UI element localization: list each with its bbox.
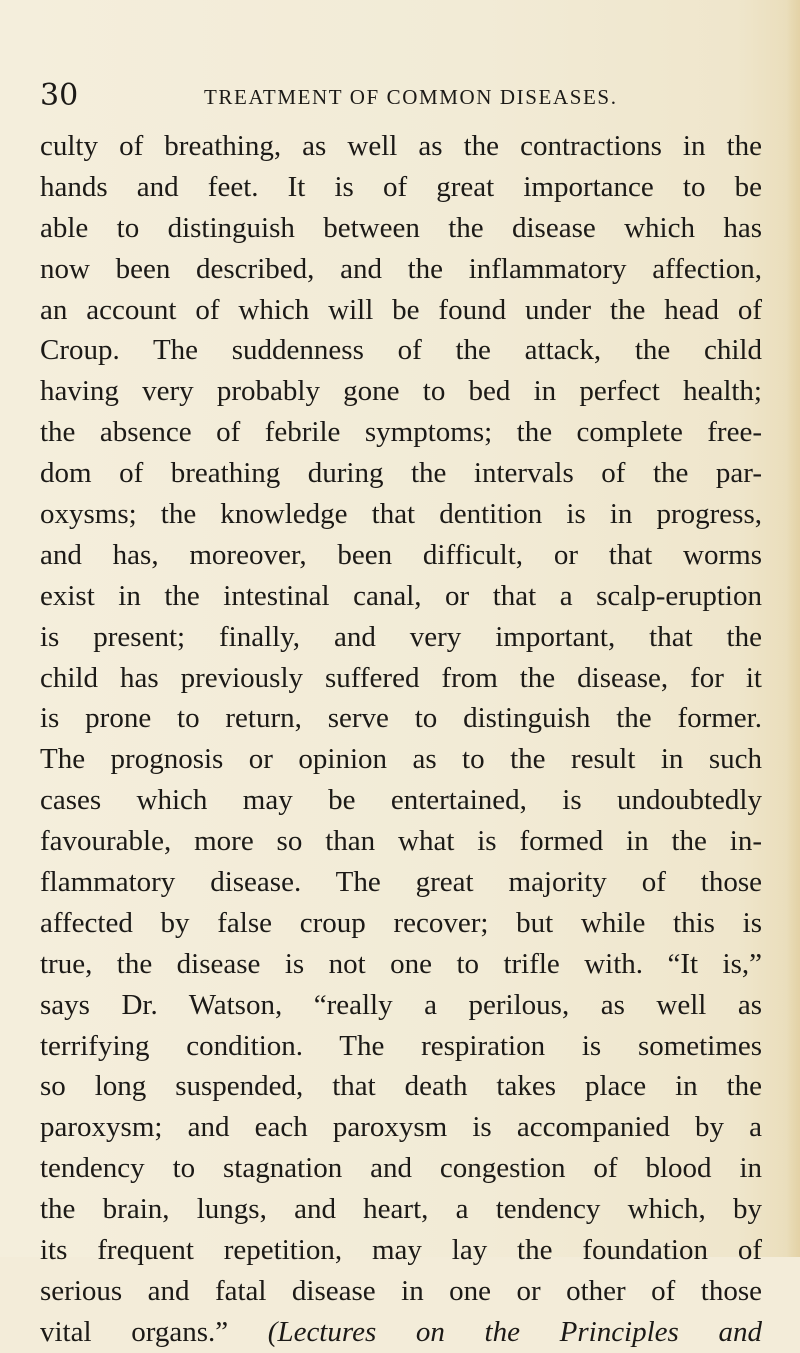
body-text [40,126,762,1353]
text-line: is prone to return, serve to distinguish the former. [40,702,762,735]
text-line: now been described, and the inflammatory affection, [40,252,762,285]
text-line: terrifying condition. The respiration is sometimes [40,1029,762,1062]
text-line: is present; finally, and very important, that the [40,620,762,653]
text-line: says Dr. Watson, “really a perilous, as well as [40,988,762,1021]
text-line: exist in the intestinal canal, or that a scalp-eruption [40,579,762,612]
text-line: an account of which will be found under the head of [40,293,762,326]
text-line: flammatory disease. The great majority of those [40,866,762,899]
text-line: true, the disease is not one to trifle with. “It is,” [40,947,762,980]
text-line: favourable, more so than what is formed in the in- [40,825,762,858]
page-edge-shadow [786,0,800,1257]
text-line: having very probably gone to bed in perfect health; [40,375,762,408]
text-line: hands and feet. It is of great importance to be [40,170,762,203]
text-line: its frequent repetition, may lay the foundation of [40,1234,762,1267]
text-line: paroxysm; and each paroxysm is accompanied by a [40,1111,762,1144]
text-line: The prognosis or opinion as to the result in such [40,743,762,776]
text-line: so long suspended, that death takes place in the [40,1070,762,1103]
text-line: child has previously suffered from the disease, for it [40,661,762,694]
text-line: and has, moreover, been difficult, or that worms [40,538,762,571]
page-number: 30 [40,78,79,113]
text-line-final [40,1312,762,1353]
page-header [40,76,760,116]
text-line: culty of breathing, as well as the contractions in the [40,130,762,162]
running-head: TREATMENT OF COMMON DISEASES. [204,85,618,109]
text-line: oxysms; the knowledge that dentition is in progress, [40,498,762,531]
text-line: serious and fatal disease in one or other of those [40,1274,762,1307]
text-line: tendency to stagnation and congestion of blood in [40,1152,762,1185]
final-line-roman: vital organs.” [40,1315,229,1348]
citation-italic: (Lectures on the Principles and [267,1315,762,1348]
text-line: the absence of febrile symptoms; the complete free- [40,416,762,449]
text-line: able to distinguish between the disease which has [40,211,762,244]
text-line: affected by false croup recover; but while this is [40,906,762,939]
text-line: cases which may be entertained, is undoubtedly [40,784,762,817]
text-line: dom of breathing during the intervals of the par- [40,457,762,490]
text-line: the brain, lungs, and heart, a tendency which, by [40,1193,762,1226]
text-line: Croup. The suddenness of the attack, the child [40,334,762,367]
